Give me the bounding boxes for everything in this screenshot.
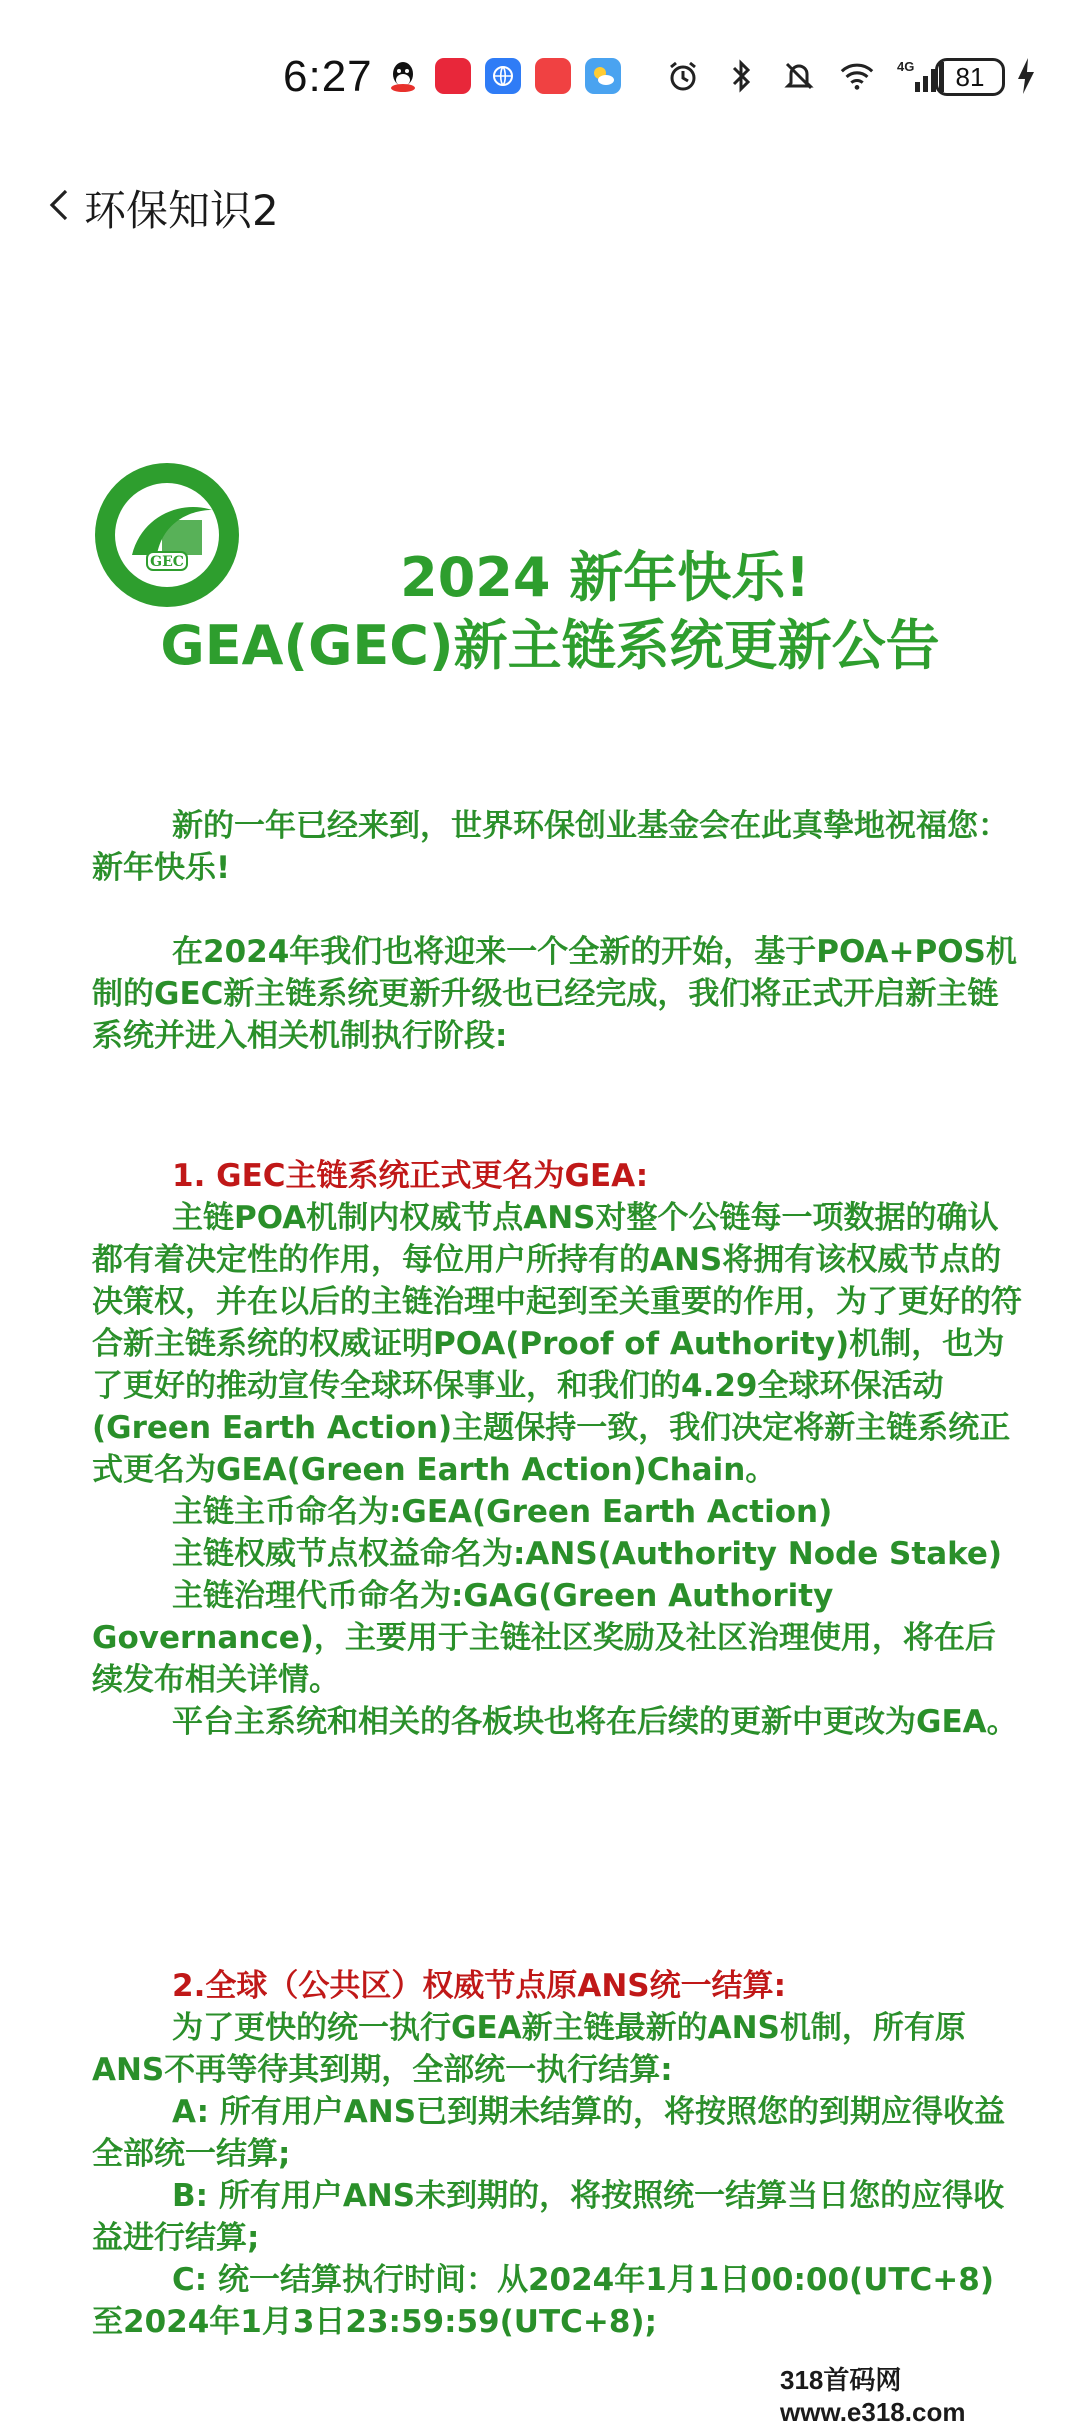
- back-chevron-icon[interactable]: [42, 185, 82, 225]
- top-nav: [0, 150, 1080, 260]
- browser-icon: [485, 58, 521, 94]
- section-1: [92, 1155, 1022, 1743]
- video-app-icon: [435, 58, 471, 94]
- weather-icon: [585, 58, 621, 94]
- wifi-icon: [839, 58, 875, 94]
- svg-text:GEC: GEC: [150, 554, 184, 570]
- intro-paragraph-1: 新的一年已经来到，世界环保创业基金会在此真挚地祝福您：新年快乐!: [92, 808, 1009, 886]
- section-1-paragraph-3: 主链权威节点权益命名为:ANS(Authority Node Stake): [172, 1536, 1003, 1572]
- status-bar: [0, 0, 1080, 150]
- svg-text:4G: 4G: [897, 59, 915, 74]
- charging-icon: [1015, 56, 1037, 100]
- system-icons: [665, 58, 947, 94]
- section-2-paragraph-b: B: 所有用户ANS未到期的，将按照统一结算当日您的应得收益进行结算;: [92, 2178, 1005, 2256]
- announcement-image: [40, 445, 1040, 2340]
- poster-heading-2: GEA(GEC)新主链系统更新公告: [160, 614, 940, 677]
- alarm-icon: [665, 58, 701, 94]
- section-1-paragraph-2: 主链主币命名为:GEA(Green Earth Action): [172, 1494, 833, 1530]
- intro-paragraph-2: 在2024年我们也将迎来一个全新的开始，基于POA+POS机制的GEC新主链系统更新升级也已经完成，我们将正式开启新主链系统并进入相关机制执行阶段:: [92, 934, 1017, 1054]
- mute-icon: [781, 58, 817, 94]
- section-2-title: 2.全球（公共区）权威节点原ANS统一结算:: [172, 1968, 787, 2004]
- page-title: 环保知识2: [84, 186, 279, 235]
- intro-block: [92, 805, 1022, 1057]
- notification-icons: [385, 58, 621, 94]
- site-watermark: 318首码网 www.e318.com: [780, 2365, 966, 2427]
- section-1-title: 1. GEC主链系统正式更名为GEA:: [172, 1158, 649, 1194]
- section-1-paragraph-1: 主链POA机制内权威节点ANS对整个公链每一项数据的确认都有着决定性的作用，每位用户所持有的ANS将拥有该权威节点的决策权，并在以后的主链治理中起到至关重要的作用，为了更好的符合新主链系统的权威证明POA(Proof of Authority)机制，也为了更好的推动宣传全球环保事业，和我们的4.29全球环保活动(Green Earth Action)主题保持一致，我们决定将新主链系统正式更名为GEA(Green Earth Action)Chain。: [92, 1200, 1022, 1488]
- section-2: [92, 1965, 1022, 2343]
- section-2-paragraph-1: 为了更快的统一执行GEA新主链最新的ANS机制，所有原ANS不再等待其到期，全部统一执行结算:: [92, 2010, 966, 2088]
- bluetooth-icon: [723, 58, 759, 94]
- section-1-paragraph-4: 主链治理代币命名为:GAG(Green Authority Governance)，主要用于主链社区奖励及社区治理使用，将在后续发布相关详情。: [92, 1578, 996, 1698]
- section-2-paragraph-c: C: 统一结算执行时间：从2024年1月1日00:00(UTC+8)至2024年1月3日23:59:59(UTC+8);: [92, 2262, 994, 2340]
- section-1-paragraph-5: 平台主系统和相关的各板块也将在后续的更新中更改为GEA。: [172, 1704, 1018, 1740]
- section-2-paragraph-a: A: 所有用户ANS已到期未结算的，将按照您的到期应得收益全部统一结算;: [92, 2094, 1006, 2172]
- toutiao-icon: [535, 58, 571, 94]
- qq-icon: [385, 58, 421, 94]
- battery-indicator: 81: [935, 58, 1005, 96]
- poster-heading-1: 2024 新年快乐!: [400, 546, 810, 609]
- status-time: 6:27: [283, 52, 373, 101]
